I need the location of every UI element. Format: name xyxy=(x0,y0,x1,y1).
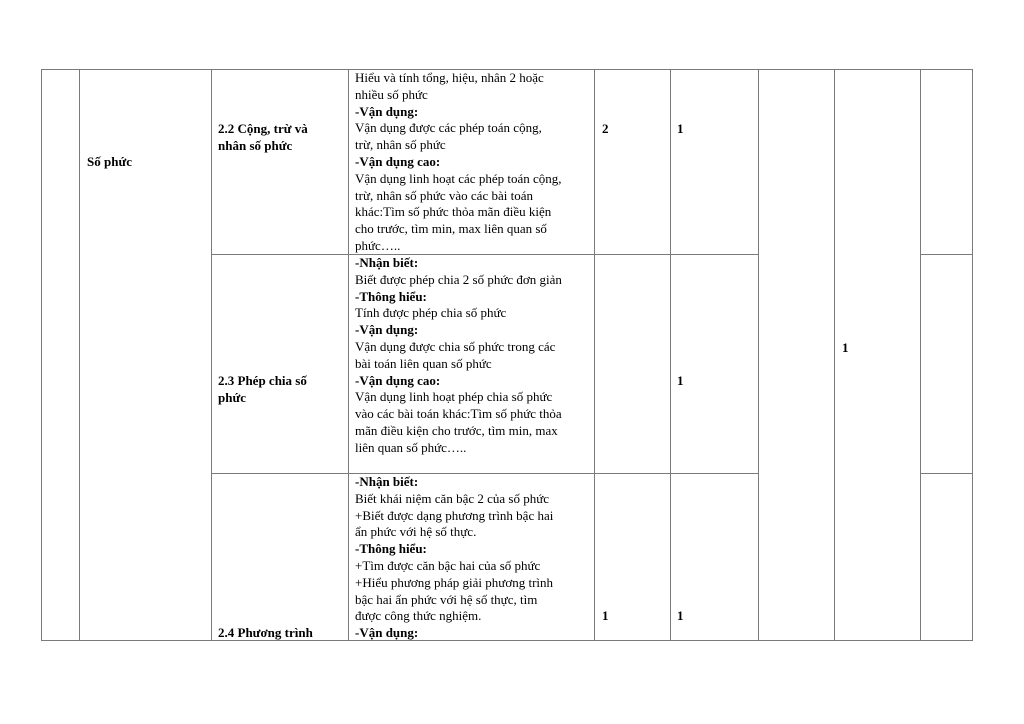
col-border-3 xyxy=(348,69,349,641)
content-line: Biết khái niệm căn bậc 2 của số phức xyxy=(355,490,550,506)
content-line: Vận dụng được chia số phức trong các xyxy=(355,338,556,354)
col-border-9 xyxy=(972,69,973,641)
content-line: Tính được phép chia số phức xyxy=(355,305,507,321)
content-heading: -Vận dụng cao: xyxy=(355,372,441,388)
col-border-5 xyxy=(670,69,671,641)
content-line: trừ, nhân số phức vào các bài toán xyxy=(355,187,533,203)
content-heading: -Vận dụng: xyxy=(355,322,419,338)
content-line: mãn điều kiện cho trước, tìm min, max xyxy=(355,422,558,438)
content-line: khác:Tìm số phức thỏa mãn điều kiện xyxy=(355,204,552,220)
col-border-8 xyxy=(920,69,921,641)
content-line: +Tìm được căn bậc hai của số phức xyxy=(355,557,541,573)
content-heading: -Thông hiểu: xyxy=(355,288,427,304)
content-line: phức….. xyxy=(355,237,401,253)
count-cell-b: 1 xyxy=(677,121,684,136)
count-cell-a: 2 xyxy=(602,121,609,136)
content-line: Vận dụng linh hoạt phép chia số phức xyxy=(355,389,553,405)
subtopic-line: phức xyxy=(218,389,247,405)
content-cell xyxy=(355,255,562,457)
count-cell-b: 1 xyxy=(677,373,684,388)
content-line: được công thức nghiệm. xyxy=(355,608,482,624)
content-line: trừ, nhân số phức xyxy=(355,137,446,153)
content-cell xyxy=(355,474,553,642)
col-border-7 xyxy=(834,69,835,641)
subtopic-line: 2.2 Cộng, trừ và xyxy=(218,121,308,136)
content-line: vào các bài toán khác:Tìm số phức thỏa xyxy=(355,406,562,422)
content-line: cho trước, tìm min, max liên quan số xyxy=(355,221,547,237)
content-line: +Biết được dạng phương trình bậc hai xyxy=(355,507,554,523)
content-line: +Hiểu phương pháp giải phương trình xyxy=(355,574,554,590)
content-cell xyxy=(355,70,562,255)
content-line: Vận dụng linh hoạt các phép toán cộng, xyxy=(355,170,562,186)
content-heading: -Vận dụng: xyxy=(355,103,419,119)
content-heading: -Thông hiểu: xyxy=(355,541,427,557)
subtopic-line: nhân số phức xyxy=(218,137,293,153)
row-divider-1-right xyxy=(920,254,973,255)
subtopic-cell xyxy=(218,373,307,407)
col-border-2 xyxy=(211,69,212,641)
count-cell-b: 1 xyxy=(677,608,684,623)
content-line: bài toán liên quan số phức xyxy=(355,355,492,371)
subtopic-cell xyxy=(218,625,313,642)
col-border-4 xyxy=(594,69,595,641)
content-line: Vận dụng được các phép toán cộng, xyxy=(355,120,542,136)
content-line: ẩn phức với hệ số thực. xyxy=(355,524,477,540)
content-heading: -Nhận biết: xyxy=(355,474,419,489)
subtopic-line: 2.3 Phép chia số xyxy=(218,373,307,388)
row-divider-2-right xyxy=(920,473,973,474)
content-heading: -Nhận biết: xyxy=(355,255,419,270)
content-line: Biết được phép chia 2 số phức đơn giản xyxy=(355,271,562,287)
content-heading: -Vận dụng: xyxy=(355,625,419,641)
col-border-1 xyxy=(79,69,80,641)
col-border-6 xyxy=(758,69,759,641)
content-heading: -Vận dụng cao: xyxy=(355,153,441,169)
subtopic-line: 2.4 Phương trình xyxy=(218,625,313,640)
merged-count-cell: 1 xyxy=(842,340,849,355)
count-cell-a: 1 xyxy=(602,608,609,623)
content-line: Hiểu và tính tổng, hiệu, nhân 2 hoặc xyxy=(355,70,544,85)
subtopic-cell xyxy=(218,121,308,155)
content-line: bậc hai ẩn phức với hệ số thực, tìm xyxy=(355,591,538,607)
content-line: liên quan số phức….. xyxy=(355,439,467,455)
col-border-0 xyxy=(41,69,42,641)
content-line: nhiều số phức xyxy=(355,86,428,102)
topic-cell: Số phức xyxy=(87,154,133,169)
